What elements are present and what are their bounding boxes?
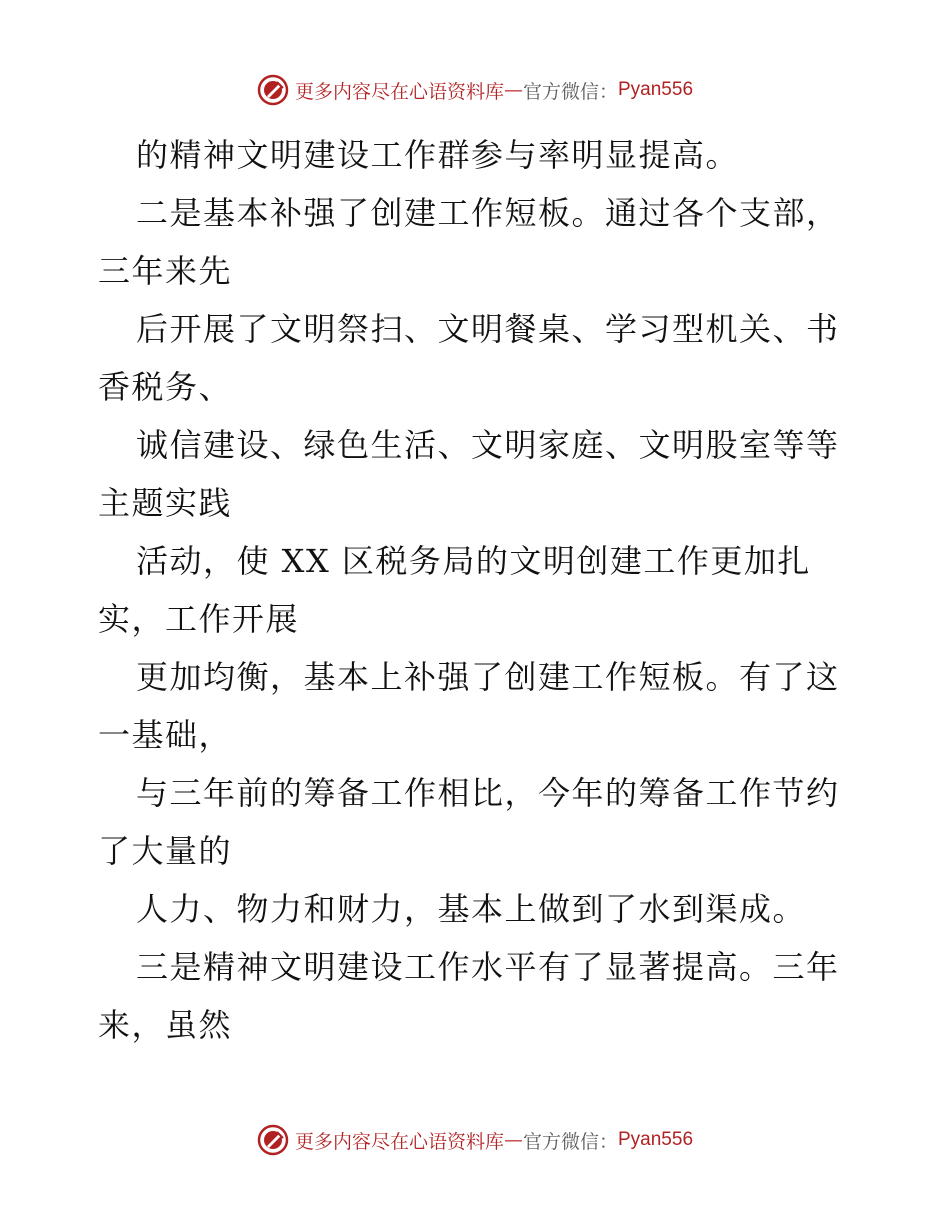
banner-wechat-id: Pyan556: [618, 79, 694, 100]
text-line: 与三年前的筹备工作相比，今年的筹备工作节约: [136, 774, 840, 812]
header-banner: [0, 72, 950, 108]
text-line: 人力、物力和财力，基本上做到了水到渠成。: [136, 890, 807, 928]
text-line: 活动，使 XX 区税务局的文明创建工作更加扎: [136, 542, 811, 580]
pen-logo-icon: [257, 1124, 289, 1156]
footer-banner: [0, 1122, 950, 1158]
banner-separator: —: [503, 1129, 523, 1151]
text-line: 二是基本补强了创建工作短板。通过各个支部，: [136, 194, 840, 232]
text-line: 诚信建设、绿色生活、文明家庭、文明股室等等: [136, 426, 840, 464]
text-line: 的精神文明建设工作群参与率明显提高。: [136, 136, 740, 174]
pen-logo-icon: [257, 74, 289, 106]
text-line: 三年来先: [98, 252, 233, 290]
banner-wechat-label: 官方微信：: [522, 80, 618, 103]
document-body: [98, 126, 858, 1054]
text-line: 了大量的: [98, 832, 233, 870]
text-line: 香税务、: [98, 368, 233, 406]
banner-separator: —: [503, 79, 523, 101]
text-line: 更加均衡，基本上补强了创建工作短板。有了这: [136, 658, 840, 696]
text-line: 实，工作开展: [98, 600, 300, 638]
text-line: 后开展了文明祭扫、文明餐桌、学习型机关、书: [136, 310, 840, 348]
text-line: 主题实践: [98, 484, 233, 522]
banner-wechat-id: Pyan556: [618, 1129, 694, 1150]
text-line: 三是精神文明建设工作水平有了显著提高。三年: [136, 948, 840, 986]
banner-wechat-label: 官方微信：: [522, 1130, 618, 1153]
text-line: 来，虽然: [98, 1006, 233, 1044]
text-line: 一基础，: [98, 716, 233, 754]
banner-text: 更多内容尽在心语资料库: [294, 1130, 504, 1153]
banner-text: 更多内容尽在心语资料库: [294, 80, 504, 103]
